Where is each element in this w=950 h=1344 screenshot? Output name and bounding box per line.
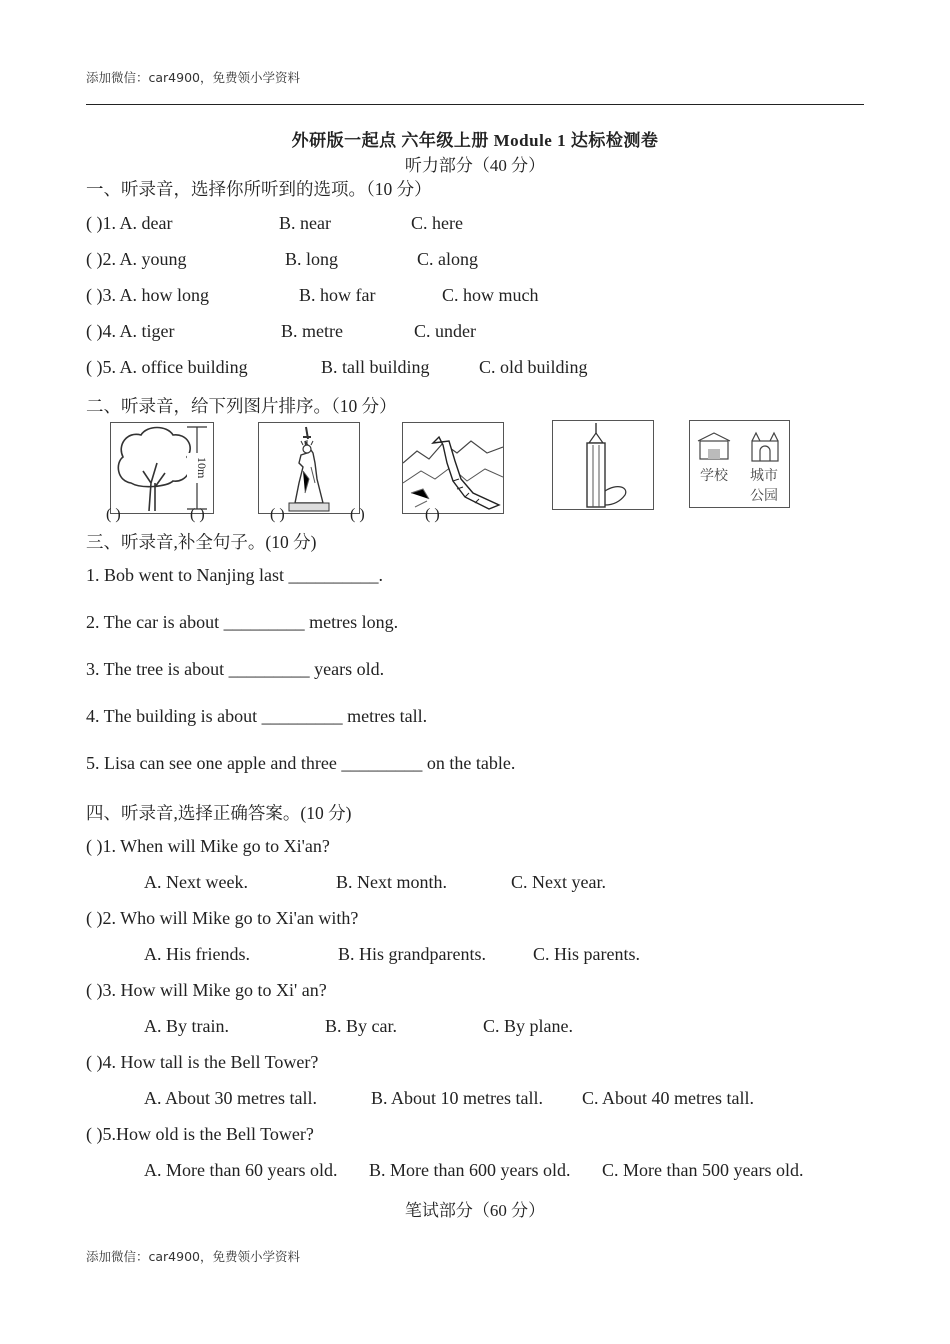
part3-sentence-4: 4. The building is about _________ metres tall. [86, 706, 428, 726]
part4-q2-b: B. His grandparents. [338, 944, 486, 964]
part4-q3-b: B. By car. [325, 1016, 397, 1036]
part3-sentence-2: 2. The car is about _________ metres long. [86, 612, 399, 632]
written-title: 笔试部分（60 分） [404, 1201, 546, 1220]
part4-q5-a: A. More than 60 years old. [144, 1160, 338, 1180]
part4-q1: ( )1. When will Mike go to Xi'an? [86, 836, 330, 856]
statue-picture [258, 422, 360, 514]
part4-q2-a: A. His friends. [144, 944, 250, 964]
part4-q4: ( )4. How tall is the Bell Tower? [86, 1052, 319, 1072]
part1-q4-b: B. metre [281, 321, 343, 341]
part2-heading: 二、听录音，给下列图片排序。（10 分） [86, 396, 397, 416]
part4-q5-b: B. More than 600 years old. [369, 1160, 571, 1180]
part4-heading: 四、听录音,选择正确答案。(10 分) [86, 803, 352, 823]
part4-q5-c: C. More than 500 years old. [602, 1160, 804, 1180]
school-label: 学校 [700, 468, 728, 484]
part1-q3-b: B. how far [299, 285, 376, 305]
part4-q4-c: C. About 40 metres tall. [582, 1088, 754, 1108]
part1-q4-a: ( )4. A. tiger [86, 321, 175, 341]
answer-blank-4[interactable]: ( ) [350, 506, 365, 523]
tree-height-label: 10m [187, 453, 209, 483]
part4-q1-a: A. Next week. [144, 872, 248, 892]
part1-q5-a: ( )5. A. office building [86, 357, 248, 377]
part3-sentence-5: 5. Lisa can see one apple and three _________ on the table. [86, 753, 516, 773]
answer-blank-5[interactable]: ( ) [425, 506, 440, 523]
part1-q1-a: ( )1. A. dear [86, 213, 173, 233]
part3-sentence-3: 3. The tree is about _________ years old. [86, 659, 385, 679]
part3-sentence-1: 1. Bob went to Nanjing last __________. [86, 565, 383, 585]
part4-q2: ( )2. Who will Mike go to Xi'an with? [86, 908, 359, 928]
part1-q1-c: C. here [411, 213, 463, 233]
listening-title: 听力部分（40 分） [404, 156, 546, 175]
part1-q5-b: B. tall building [321, 357, 430, 377]
part4-q1-c: C. Next year. [511, 872, 606, 892]
part1-heading: 一、听录音，选择你所听到的选项。（10 分） [86, 179, 432, 199]
page-title: 外研版一起点 六年级上册 Module 1 达标检测卷 [291, 131, 659, 150]
part4-q3: ( )3. How will Mike go to Xi' an? [86, 980, 327, 1000]
part4-q5: ( )5.How old is the Bell Tower? [86, 1124, 314, 1144]
part1-q5-c: C. old building [479, 357, 588, 377]
part1-q2-a: ( )2. A. young [86, 249, 187, 269]
part4-q2-c: C. His parents. [533, 944, 640, 964]
great-wall-picture [402, 422, 504, 514]
part4-q4-a: A. About 30 metres tall. [144, 1088, 317, 1108]
answer-blank-1[interactable]: ( ) [106, 506, 121, 523]
part1-q3-c: C. how much [442, 285, 539, 305]
part3-heading: 三、听录音,补全句子。(10 分) [86, 532, 317, 552]
tree-picture [110, 422, 214, 514]
part1-q2-c: C. along [417, 249, 478, 269]
tall-building-picture [552, 420, 654, 510]
header-watermark: 添加微信：car4900，免费领小学资料 [86, 70, 300, 85]
part1-q3-a: ( )3. A. how long [86, 285, 209, 305]
answer-blank-3[interactable]: ( ) [270, 506, 285, 523]
school-park-picture [689, 420, 790, 508]
part1-q4-c: C. under [414, 321, 476, 341]
header-divider [86, 104, 864, 105]
city-label: 城市 [750, 468, 778, 484]
part1-q2-b: B. long [285, 249, 339, 269]
park-label: 公园 [750, 488, 778, 504]
part4-q1-b: B. Next month. [336, 872, 447, 892]
part4-q3-a: A. By train. [144, 1016, 229, 1036]
part4-q4-b: B. About 10 metres tall. [371, 1088, 543, 1108]
answer-blank-2[interactable]: ( ) [190, 506, 205, 523]
footer-watermark: 添加微信：car4900，免费领小学资料 [86, 1249, 300, 1264]
part1-q1-b: B. near [279, 213, 331, 233]
part4-q3-c: C. By plane. [483, 1016, 573, 1036]
